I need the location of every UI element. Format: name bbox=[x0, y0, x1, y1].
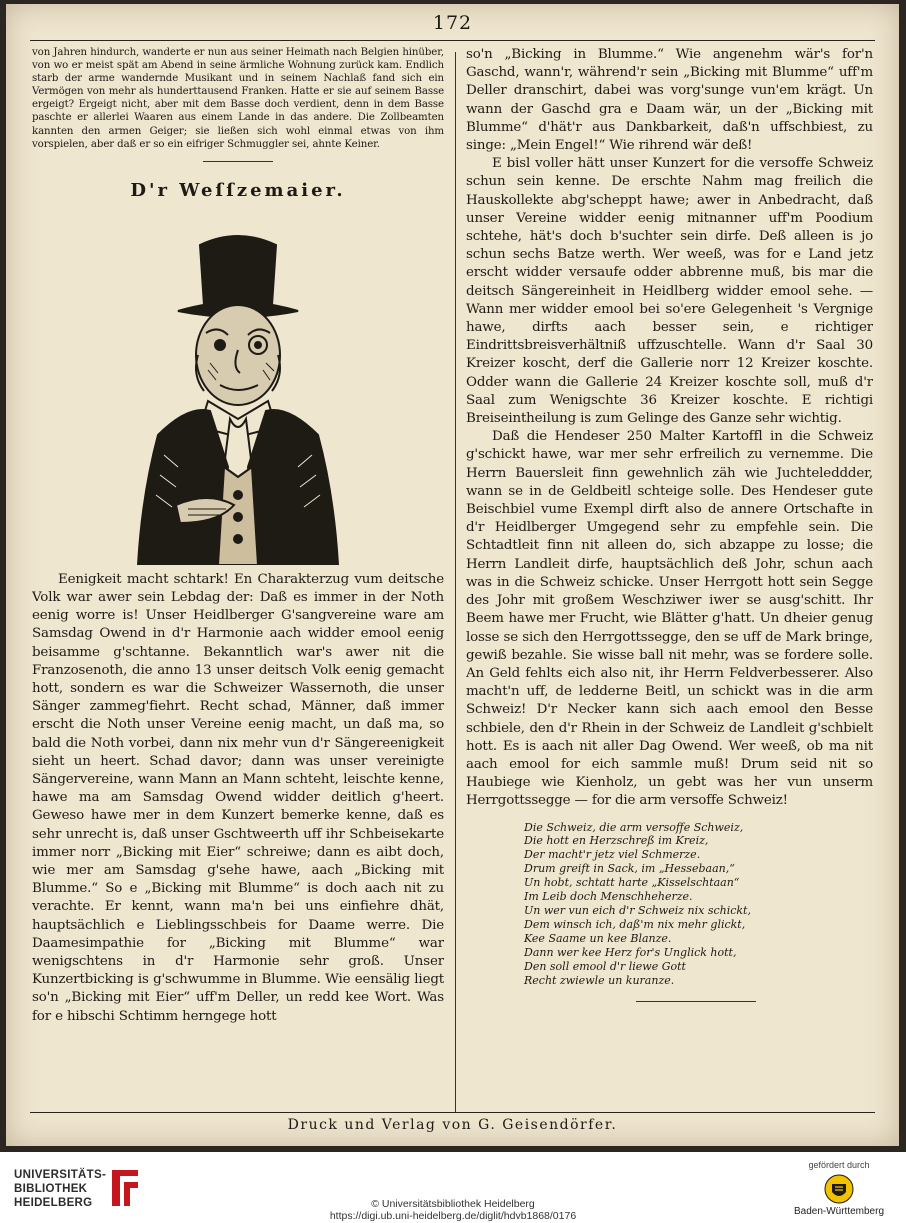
funder-block bbox=[784, 1160, 894, 1217]
poem-line: Drum greift in Sack, im „Hessebaan,“ bbox=[524, 862, 735, 876]
library-footer bbox=[0, 1152, 906, 1223]
funded-by-label: gefördert durch bbox=[808, 1160, 870, 1170]
coat-of-arms-icon bbox=[824, 1174, 854, 1204]
library-name-line: UNIVERSITÄTS- bbox=[14, 1169, 107, 1181]
poem-line: Recht zwiewle un kuranze. bbox=[524, 973, 675, 987]
page-number: 172 bbox=[432, 12, 473, 34]
header-rule bbox=[30, 40, 875, 41]
portrait-illustration bbox=[118, 205, 358, 565]
right-column bbox=[466, 46, 873, 1110]
funder-name: Baden-Württemberg bbox=[793, 1206, 885, 1217]
poem-line: Dem winsch ich, daß'm nix mehr glickt, bbox=[524, 917, 746, 931]
library-name-line: BIBLIOTHEK bbox=[14, 1183, 88, 1195]
source-url-link[interactable]: https://digi.ub.uni-heidelberg.de/diglit/hdvb1868/0176 bbox=[329, 1210, 577, 1222]
poem-line: Den soll emool d'r liewe Gott bbox=[524, 959, 686, 973]
poem bbox=[524, 821, 873, 988]
article-paragraph-1: Eenigkeit macht schtark! En Charakterzug vum deitsche Volk war awer sein Lebdag der: Daß es immer in der Noth eenig worre is! Unser Heidlberger G'sangvereine ware am Samsdag Owend in d'r Harmonie aach widder emool eenig beisamme g'schtanne. Bekanntlich war's awer nit die Franzosenoth, die anno 13 unser deitsch Volk eenig gemacht hott, sondern es war die Schweizer Wassernoth, die unser Sänger zammeg'fiehrt. Recht schad, Männer, daß immer erscht die Noth unser Vereine eenig macht, un daß ma, so bald die Noth vorbei, dann nix mehr vun d'r Sängereenigkeit sieht un heert. Schad davor; dann was unser vereinigte Sängervereine, wann Mann an Mann schteht, leischte kenne, hawe ma am Samsdag Owend widder deitlich g'heert. Geweso hawe mer in dem Kunzert bemerke kenne, daß es sehr unrecht is, daß unser Gschtweerth uff ihr Schbeisekarte immer norr „Bicking mit Eier“ schreiwe; dann es aibt doch, wie mer am Samsdag g'sehe hawe, aach „Bicking mit Blumme.“ So e „Bicking mit Blumme“ is doch aach nit zu verachte. Er kennt, wann ma'n bei uns einfiehre dhät, hauptsächlich e Lieblingsschbeis for Daame werre. Die Daamesimpathie for „Bicking mit Blumme“ war wenigschtens in d'r Harmonie sehr groß. Unser Kunzertbicking is g'schwumme in Blumme. Wie eensälig liegt so'n „Bicking mit Eier“ uff'm Deller, un redd kee Wort. Was for e hibschi Schtimm herngege hott bbox=[32, 571, 444, 1024]
poem-line: Die hott en Herzschreß im Kreiz, bbox=[524, 834, 709, 848]
footer-rule bbox=[30, 1112, 875, 1113]
left-column bbox=[32, 46, 444, 1110]
poem-line: Un hobt, schtatt harte „Kisselschtaan“ bbox=[524, 876, 740, 890]
end-rule bbox=[636, 1001, 756, 1002]
article-title: D'r Weſſzemaier. bbox=[130, 179, 346, 201]
poem-line: Die Schweiz, die arm versoffe Schweiz, bbox=[524, 820, 744, 834]
article-paragraph-2: E bisl voller hätt unser Kunzert for die versoffe Schweiz schun sein kenne. De erschte Nahm mag freilich die Hauskollekte abg'scheppt hawe; awer in Anbedracht, daß unser Vereine widder eenig mitnanner uff'm Poodium schtehe, hät's doch b'suchter sein dirfe. Deß alleen is jo schun sechs Batze werth. Wer weeß, was for e Land jetz erscht widder versaufe odder abbrenne muß, bis mar die deitsch Sängereinheit in Heidlberg widder emool sehe. — Wann mer widder emool bei so'ere Gelegenheit 's Vergnige hawe, dirfts aach besser sein, e richtiger Eindrittsbreisverhältniß uffzuschtelle. Wann d'r Saal 30 Kreizer koscht, derf die Gallerie norr 12 Kreizer koschte. Odder wann die Gallerie 24 Kreizer koschte soll, muß d'r Saal zum Wenigschte 36 Kreizer koschte. E richtigi Breiseintheilung is zum Gelinge des Ganze sehr wichtig. bbox=[466, 156, 873, 427]
section-divider bbox=[203, 161, 273, 162]
column-divider bbox=[455, 52, 456, 1112]
imprint: Druck und Verlag von G. Geisendörfer. bbox=[287, 1117, 618, 1133]
poem-line: Im Leib doch Menschheherze. bbox=[524, 890, 693, 904]
poem-line: Der macht'r jetz viel Schmerze. bbox=[524, 848, 701, 862]
poem-line: Un wer vun eich d'r Schweiz nix schickt, bbox=[524, 903, 751, 917]
newspaper-page bbox=[6, 4, 899, 1146]
copyright-notice bbox=[0, 1198, 906, 1222]
poem-line: Dann wer kee Herz for's Unglick hott, bbox=[524, 945, 737, 959]
poem-line: Kee Saame un kee Blanze. bbox=[524, 931, 672, 945]
article-paragraph-continued: so'n „Bicking in Blumme.“ Wie angenehm wär's for'n Gaschd, wann'r, während'r sein „Bicking mit Blumme“ uff'm Deller dranschirt, dabei was vorg'sunge vun'em krägt. Un wann der Gaschd gra e Daam wär, un der „Bicking mit Blumme“ d'hät'r aus Dankbarkeit, daß'n uffschbiest, zu singe: „Mein Engel!“ Wie rihrend wär deß! bbox=[466, 47, 873, 154]
copyright-text: © Universitätsbibliothek Heidelberg bbox=[371, 1198, 535, 1210]
library-name-line: HEIDELBERG bbox=[14, 1197, 93, 1209]
article-paragraph-3: Daß die Hendeser 250 Malter Kartoffl in die Schweiz g'schickt hawe, war mer sehr erfreilich zu vernemme. Die Herrn Bauersleit finn gewehnlich zäh wie Juchteleddder, wann se in de Geldbeitl schteige solle. Des Hendeser gute Beischbiel vume Exempl dirft also de annere Ortschafte in d'r Heidlberger Umgegend sehr zu empfehle sein. Die Schtadtleit finn nit alleen do, sich abzappe zu losse; die Herrn Landleit dirfe, hauptsächlich deß Johr, schun aach was in die Schweiz schicke. Unser Herrgott hott sein Segge des Johr mit großem Weschziwer iwer se ausg'schitt. Ihr Beem hawe mer Frucht, wie Blätter g'hatt. Un dheier genug losse se sich den Herrgottssegge, den se uff de Mark bringe, gewiß bezahle. Sie wisse ball nit mehr, was se fordere solle. An Geld fehlts eich also nit, ihr Herrn Feldverbesserer. Also macht'n uff, de ledderne Beitl, un schickt was in die arm Schweiz! D'r Necker kann sich aach emool den Besse schbiele, den d'r Rhein in der Schweiz de Landleit g'schbielt hott. Es is aach nit aller Dag Owend. Wer weeß, ob ma nit aach emool for eich sammle muß! Drum seid nit so Haubiege wie Kienholz, un gebt was her vun unserm Herrgottssegge — for die arm versoffe Schweiz! bbox=[466, 429, 873, 809]
intro-paragraph: von Jahren hindurch, wanderte er nun aus seiner Heimath nach Belgien hinüber, von wo er meist spät am Abend in seine ärmliche Wohnung zurück kam. Endlich starb der arme wandernde Musikant und in seinem Nachlaß fand sich ein Vermögen von mehr als hunderttausend Franken. Hatte er sie auf seinem Basse ergeigt? Ergeigt nicht, aber mit dem Basse doch verdient, denn in dem Basse paschte er allerlei Waaren aus einem Lande in das andere. Die Zollbeamten kannten den armen Geiger; sie ließen sich wohl einmal etwas von ihm vorspielen, aber daß er so ein eifriger Schmuggler sei, ahnte Keiner. bbox=[32, 47, 444, 150]
